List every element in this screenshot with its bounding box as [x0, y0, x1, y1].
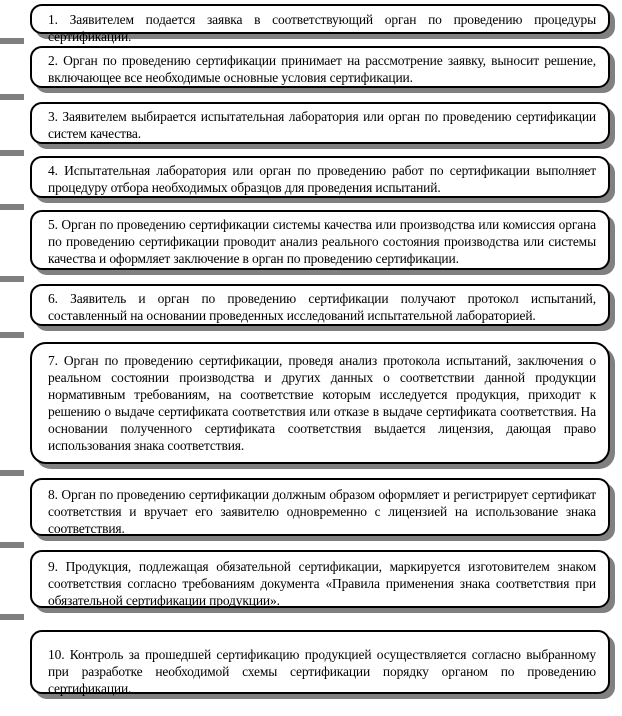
connector-1-2 [0, 38, 24, 44]
connector-6-7 [0, 332, 24, 338]
step-box-10 [30, 630, 610, 694]
step-text-8: 8. Орган по проведению сертификации должным образом оформляет и регистрирует сертификат соответствия и вручает его заявителю одновременно с лицензией на использование знака соответствия. [48, 487, 596, 536]
step-text-1: 1. Заявителем подается заявка в соответствующий орган по проведению процедуры сертификации. [48, 12, 596, 44]
step-text-7: 7. Орган по проведению сертификации, проведя анализ протокола испытаний, заключения о реальном состоянии производства и других данных о соответствии данной продукции нормативным требованиям, на соответствие которым исследуется продукция, приходит к решению о выдаче сертификата соответствия или отказе в выдаче сертификата соответствия. На основании полученного сертификата соответствия выдается лицензия, дающая право использования знака соответствия. [48, 353, 596, 453]
step-box-9 [30, 550, 610, 608]
step-box-8 [30, 478, 610, 536]
step-box-1 [30, 4, 610, 44]
step-box-5 [30, 210, 610, 270]
step-box-2 [30, 46, 610, 88]
step-text-10: 10. Контроль за прошедшей сертификацию продукцией осуществляется согласно выбранному при разработке необходимой схемы сертификации порядку органом по проведению сертификации. [48, 647, 596, 696]
step-box-3 [30, 102, 610, 144]
connector-8-9 [0, 542, 24, 548]
step-text-6: 6. Заявитель и орган по проведению сертификации получают протокол испытаний, составленный на основании проведенных исследований испытательной лабораторией. [48, 291, 596, 323]
step-text-3: 3. Заявителем выбирается испытательная лаборатория или орган по проведению сертификации систем качества. [48, 109, 596, 141]
step-box-7 [30, 342, 610, 464]
connector-3-4 [0, 150, 24, 156]
step-text-2: 2. Орган по проведению сертификации принимает на рассмотрение заявку, выносит решение, включающее все необходимые основные условия сертификации. [48, 53, 596, 85]
step-text-5: 5. Орган по проведению сертификации системы качества или производства или комиссия органа по проведению сертификации проводит анализ реального состояния производства или системы качества и оформляет заключение в орган по проведению сертификации. [48, 217, 596, 266]
step-text-9: 9. Продукция, подлежащая обязательной сертификации, маркируется изготовителем знаком соответствия согласно требованиям документа «Правила применения знака соответствия при обязательной сертификации продукции». [48, 559, 596, 608]
step-box-6 [30, 284, 610, 326]
connector-4-5 [0, 204, 24, 210]
connector-9-10 [0, 614, 24, 620]
connector-5-6 [0, 276, 24, 282]
connector-2-3 [0, 94, 24, 100]
step-box-4 [30, 156, 610, 198]
connector-7-8 [0, 470, 24, 476]
step-text-4: 4. Испытательная лаборатория или орган по проведению работ по сертификации выполняет процедуру отбора необходимых образцов для проведения испытаний. [48, 163, 596, 195]
